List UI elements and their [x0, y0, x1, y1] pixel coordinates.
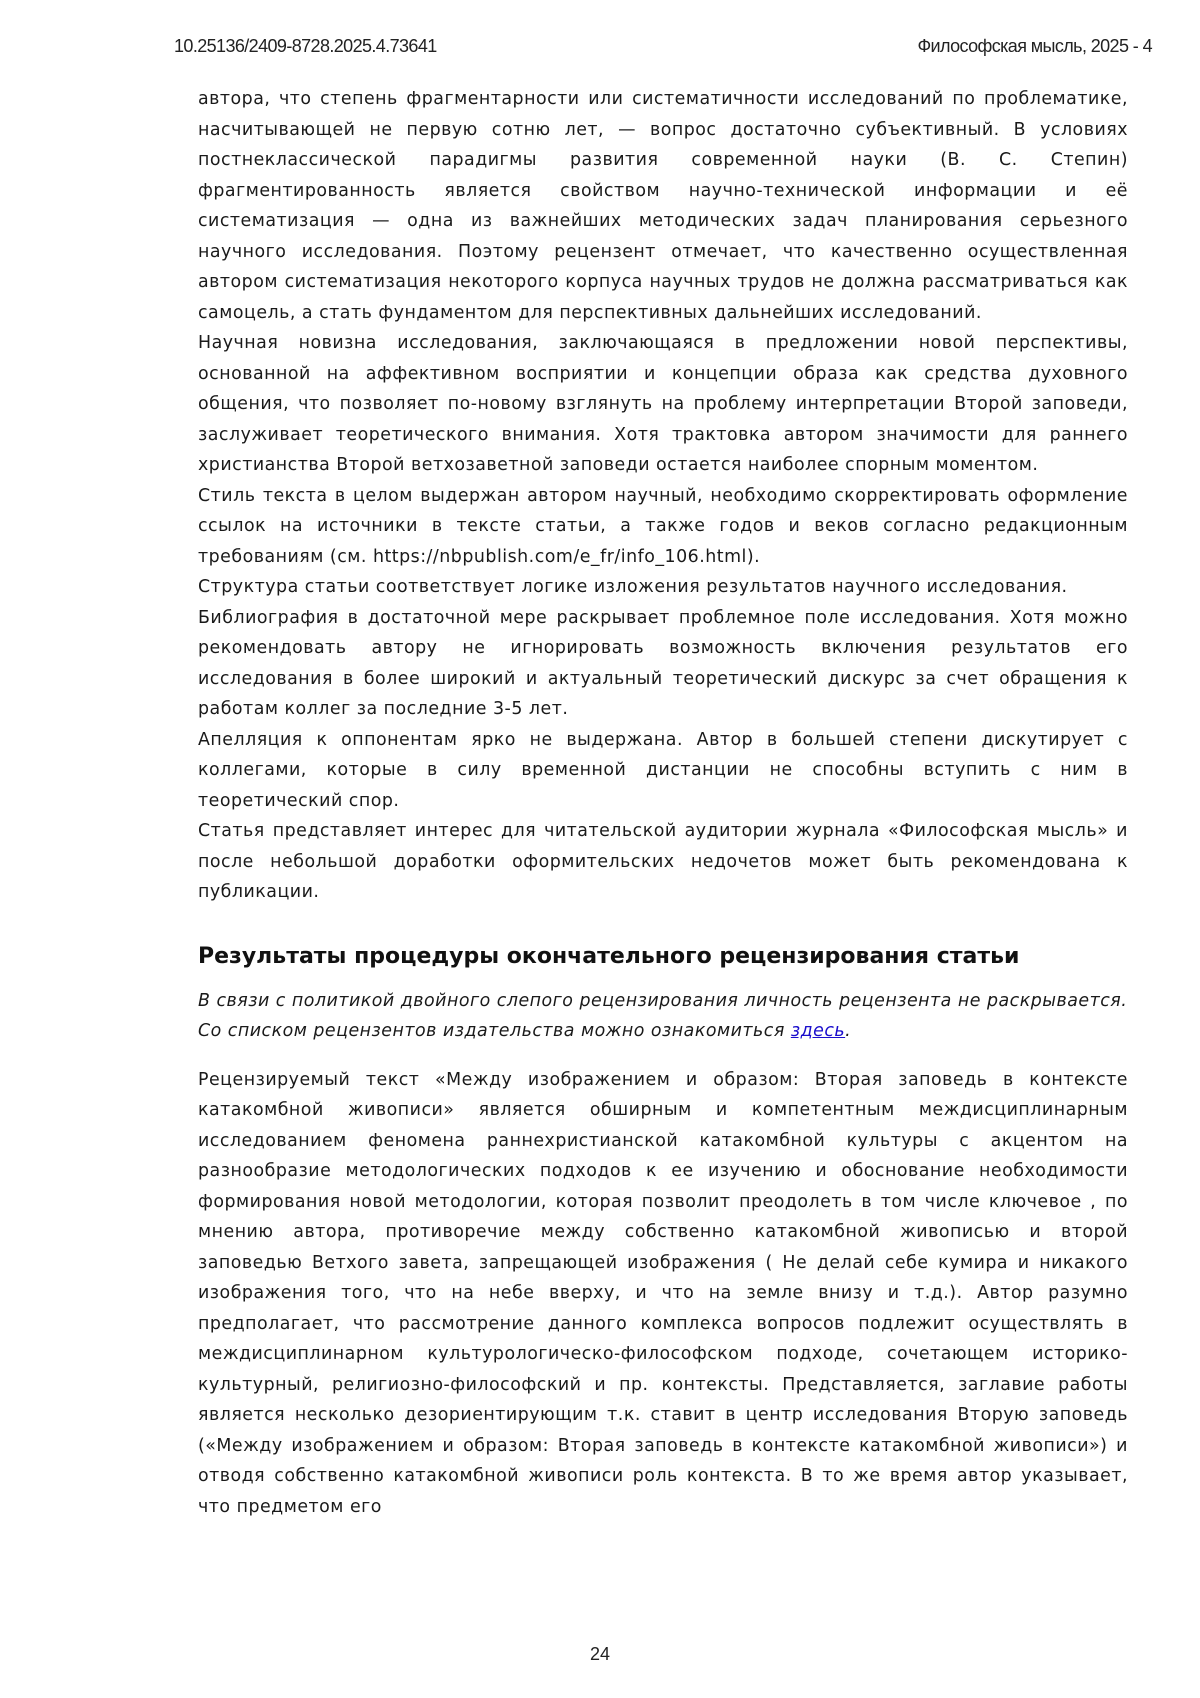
- reviewers-list-link[interactable]: здесь: [791, 1021, 845, 1041]
- review-paragraph-4: Структура статьи соответствует логике изложения результатов научного исследования.: [198, 572, 1128, 603]
- blind-review-note: В связи с политикой двойного слепого рецензирования личность рецензента не раскрывается.: [198, 986, 1128, 1017]
- article-content: [198, 84, 1128, 1522]
- review-paragraph-2: Научная новизна исследования, заключающаяся в предложении новой перспективы, основанной на аффективном восприятии и концепции образа как средства духовного общения, что позволяет по-новому взглянуть на проблему интерпретации Второй заповеди, заслуживает теоретического внимания. Хотя трактовка автором значимости для раннего христианства Второй ветхозаветной заповеди остается наиболее спорным моментом.: [198, 328, 1128, 481]
- final-review-heading: Результаты процедуры окончательного рецензирования статьи: [198, 942, 1128, 972]
- reviewers-note-prefix: Со списком рецензентов издательства можно ознакомиться: [198, 1021, 791, 1041]
- review-paragraph-1: автора, что степень фрагментарности или систематичности исследований по проблематике, насчитывающей не первую сотню лет, — вопрос достаточно субъективный. В условиях постнеклассической парадигмы развития современной науки (В. С. Степин) фрагментированность является свойством научно-технической информации и её систематизация — одна из важнейших методических задач планирования серьезного научного исследования. Поэтому рецензент отмечает, что качественно осуществленная автором систематизация некоторого корпуса научных трудов не должна рассматриваться как самоцель, а стать фундаментом для перспективных дальнейших исследований.: [198, 84, 1128, 328]
- spacer: [198, 1047, 1128, 1065]
- review-paragraph-6: Апелляция к оппонентам ярко не выдержана. Автор в большей степени дискутирует с коллегами, которые в силу временной дистанции не способны вступить с ним в теоретический спор.: [198, 725, 1128, 817]
- reviewers-note-suffix: .: [845, 1021, 851, 1041]
- reviewers-list-note: [198, 1016, 1128, 1047]
- journal-title: Философская мысль, 2025 - 4: [917, 36, 1152, 57]
- page-header: [174, 36, 1152, 62]
- final-review-body: Рецензируемый текст «Между изображением и образом: Вторая заповедь в контексте катакомбной живописи» является обширным и компетентным междисциплинарным исследованием феномена раннехристианской катакомбной культуры с акцентом на разнообразие методологических подходов к ее изучению и обоснование необходимости формирования новой методологии, которая позволит преодолеть в том числе ключевое , по мнению автора, противоречие между собственно катакомбной живописью и второй заповедью Ветхого завета, запрещающей изображения ( Не делай себе кумира и никакого изображения того, что на небе вверху, и что на земле внизу и т.д.). Автор разумно предполагает, что рассмотрение данного комплекса вопросов подлежит осуществлять в междисциплинарном культурологическо-философском подходе, сочетающем историко-культурный, религиозно-философский и пр. контексты. Представляется, заглавие работы является несколько дезориентирующим т.к. ставит в центр исследования Вторую заповедь («Между изображением и образом: Вторая заповедь в контексте катакомбной живописи») и отводя собственно катакомбной живописи роль контекста. В то же время автор указывает, что предметом его: [198, 1065, 1128, 1523]
- review-paragraph-5: Библиография в достаточной мере раскрывает проблемное поле исследования. Хотя можно рекомендовать автору не игнорировать возможность включения результатов его исследования в более широкий и актуальный теоретический дискурс за счет обращения к работам коллег за последние 3-5 лет.: [198, 603, 1128, 725]
- review-paragraph-7: Статья представляет интерес для читательской аудитории журнала «Философская мысль» и после небольшой доработки оформительских недочетов может быть рекомендована к публикации.: [198, 816, 1128, 908]
- doi-label: 10.25136/2409-8728.2025.4.73641: [174, 36, 437, 57]
- page-number: 24: [0, 1644, 1200, 1665]
- review-paragraph-3: Стиль текста в целом выдержан автором научный, необходимо скорректировать оформление ссылок на источники в тексте статьи, а также годов и веков согласно редакционным требованиям (см. https://nbpublish.com/e_fr/info_106.html).: [198, 481, 1128, 573]
